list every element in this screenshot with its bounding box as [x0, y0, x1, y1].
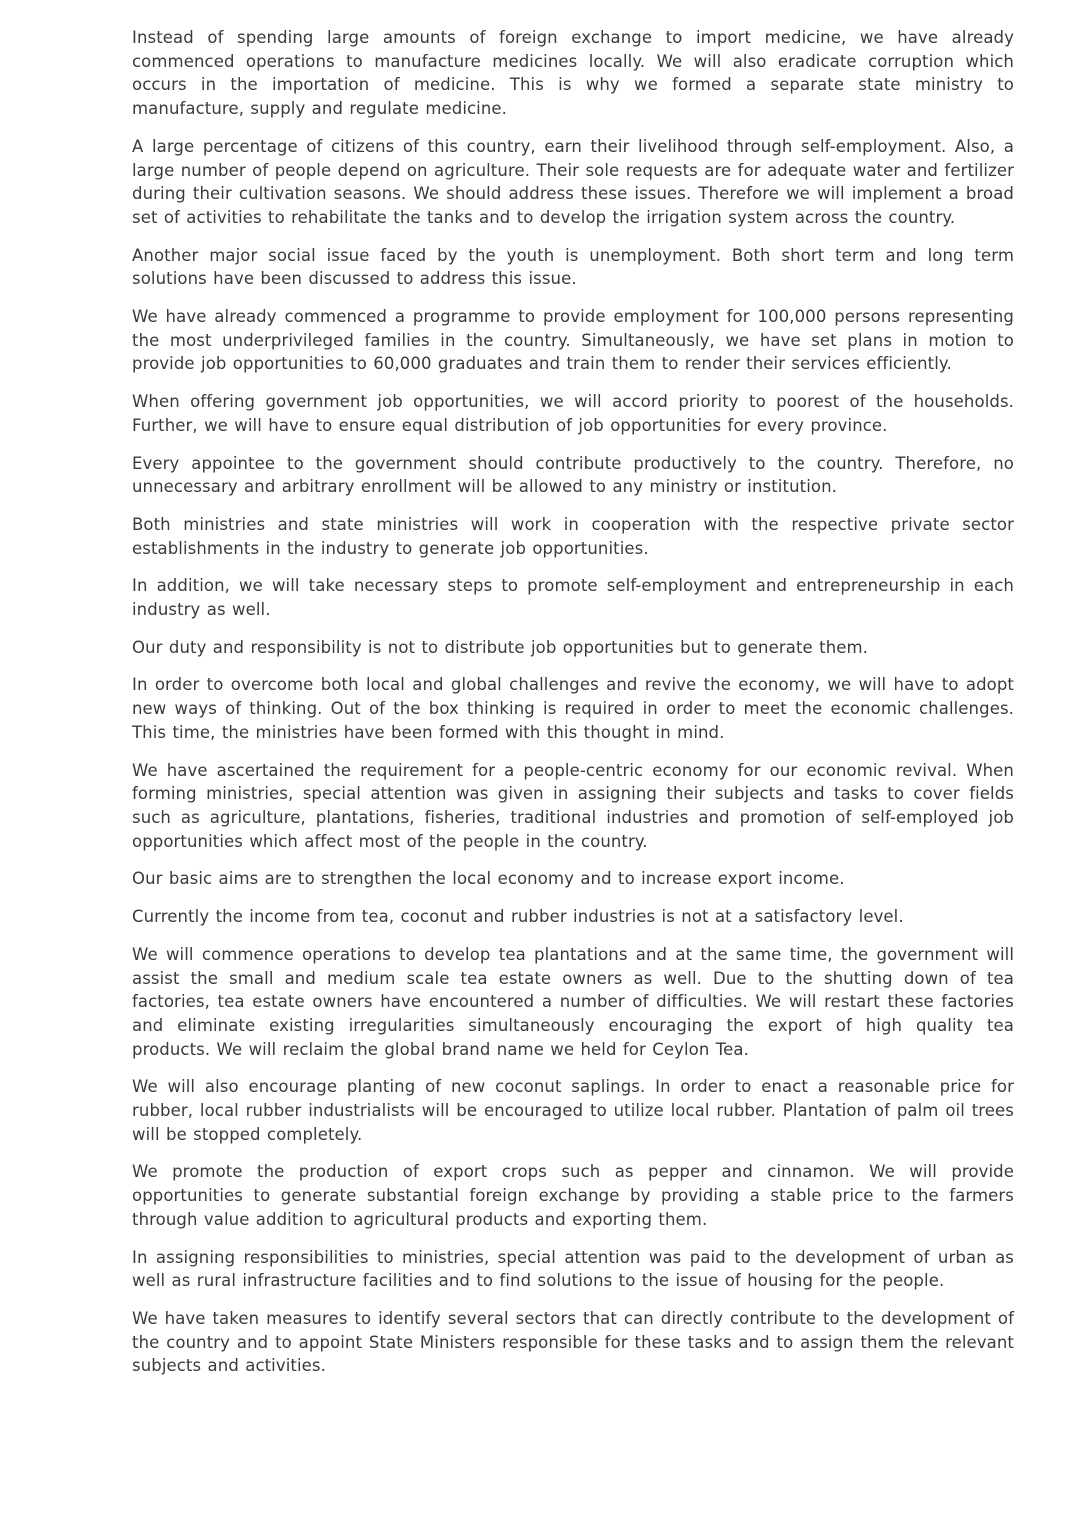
paragraph: Our duty and responsibility is not to distribute job opportunities but to generate them.	[132, 637, 869, 657]
paragraph: We will commence operations to develop tea plantations and at the same time, the government will assist the small and medium scale tea estate owners as well. Due to the shutting down of tea factories, tea estate owners have encountered a number of difficulties. We will restart these factories and eliminate existing irregularities simultaneously encouraging the export of high quality tea products. We will reclaim the global brand name we held for Ceylon Tea.	[132, 944, 1014, 1059]
paragraph: Every appointee to the government should contribute productively to the country. Therefore, no unnecessary and arbitrary enrollment will be allowed to any ministry or institution.	[132, 453, 1014, 497]
paragraph: Our basic aims are to strengthen the local economy and to increase export income.	[132, 869, 845, 889]
paragraph: In order to overcome both local and global challenges and revive the economy, we will have to adopt new ways of thinking. Out of the box thinking is required in order to meet the economic challenges. This time, the ministries have been formed with this thought in mind.	[132, 675, 1014, 742]
paragraph: In addition, we will take necessary steps to promote self-employment and entrepreneurship in each industry as well.	[132, 576, 1014, 620]
paragraph: Instead of spending large amounts of foreign exchange to import medicine, we have already commenced operations to manufacture medicines locally. We will also eradicate corruption which occurs in the importation of medicine. This is why we formed a separate state ministry to manufacture, supply and regulate medicine.	[132, 28, 1014, 119]
paragraph: Both ministries and state ministries will work in cooperation with the respective private sector establishments in the industry to generate job opportunities.	[132, 514, 1014, 558]
paragraph: When offering government job opportunities, we will accord priority to poorest of the households. Further, we will have to ensure equal distribution of job opportunities for every province.	[132, 392, 1014, 435]
paragraph: We have already commenced a programme to provide employment for 100,000 persons representing the most underprivileged families in the country. Simultaneously, we have set plans in motion to provide job opportunities to 60,000 graduates and train them to render their services efficiently.	[132, 307, 1014, 374]
paragraph: We have taken measures to identify several sectors that can directly contribute to the development of the country and to appoint State Ministers responsible for these tasks and to assign them the relevant subjects and activities.	[132, 1308, 1014, 1376]
document-body	[132, 26, 1014, 1378]
paragraph: A large percentage of citizens of this country, earn their livelihood through self-employment. Also, a large number of people depend on agriculture. Their sole requests are for adequate water and fertilizer during their cultivation seasons. We should address these issues. Therefore we will implement a broad set of activities to rehabilitate the tanks and to develop the irrigation system across the country.	[132, 136, 1014, 227]
paragraph: We promote the production of export crops such as pepper and cinnamon. We will provide opportunities to generate substantial foreign exchange by providing a stable price to the farmers through value addition to agricultural products and exporting them.	[132, 1162, 1014, 1229]
paragraph: We have ascertained the requirement for a people-centric economy for our economic revival. When forming ministries, special attention was given in assigning their subjects and tasks to cover fields such as agriculture, plantations, fisheries, traditional industries and promotion of self-employed job opportunities which affect most of the people in the country.	[132, 760, 1014, 851]
paragraph: Another major social issue faced by the youth is unemployment. Both short term and long term solutions have been discussed to address this issue.	[132, 245, 1014, 289]
paragraph: Currently the income from tea, coconut and rubber industries is not at a satisfactory level.	[132, 907, 904, 927]
paragraph: We will also encourage planting of new coconut saplings. In order to enact a reasonable price for rubber, local rubber industrialists will be encouraged to utilize local rubber. Plantation of palm oil trees will be stopped completely.	[132, 1077, 1014, 1144]
paragraph: In assigning responsibilities to ministries, special attention was paid to the development of urban as well as rural infrastructure facilities and to find solutions to the issue of housing for the people.	[132, 1247, 1014, 1291]
